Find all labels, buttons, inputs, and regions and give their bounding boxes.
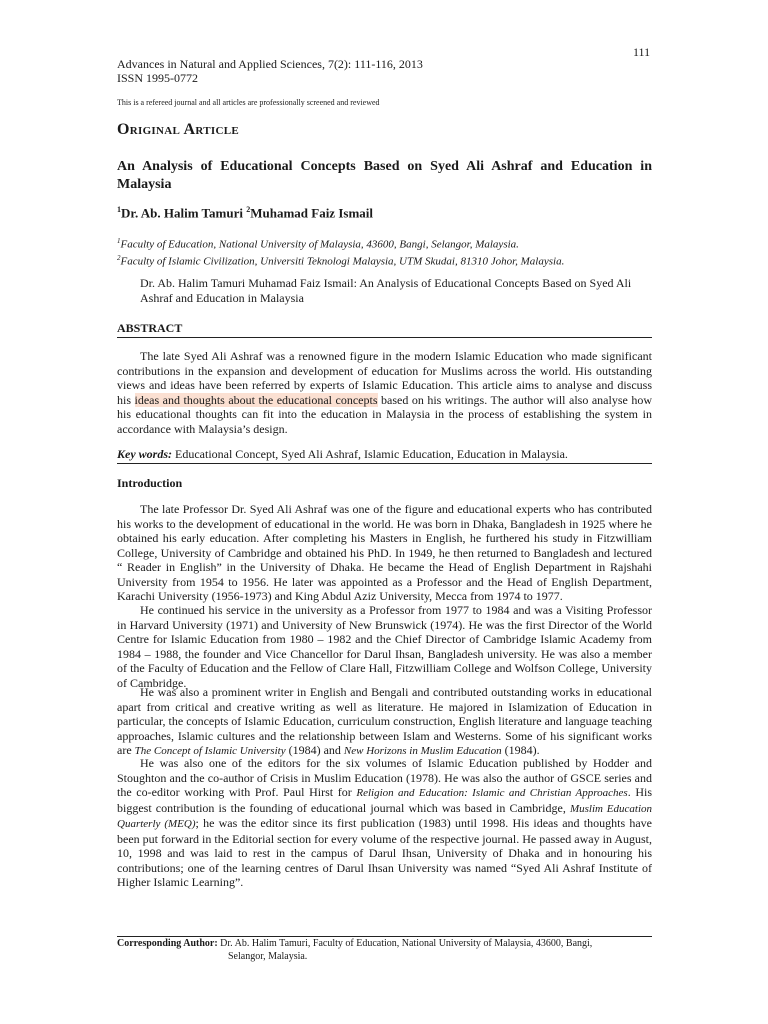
author-1: Dr. Ab. Halim Tamuri <box>121 205 247 221</box>
journal-issn: ISSN 1995-0772 <box>117 71 199 85</box>
book-title-1: The Concept of Islamic University <box>134 745 286 757</box>
author-2: Muhamad Faiz Ismail <box>250 205 374 221</box>
author-line <box>117 205 373 221</box>
book-title-2: New Horizons in Muslim Education <box>343 745 502 757</box>
journal-header <box>117 57 423 85</box>
abstract-top-rule <box>117 337 652 338</box>
citation-line: Dr. Ab. Halim Tamuri Muhamad Faiz Ismail: An Analysis of Educational Concepts Based on Syed Ali Ashraf and Education in Malaysia <box>140 276 632 305</box>
keywords-text: Educational Concept, Syed Ali Ashraf, Islamic Education, Education in Malaysia. <box>172 447 568 461</box>
abstract-heading: ABSTRACT <box>117 321 183 335</box>
affiliation-1-superscript: 1 <box>117 237 121 245</box>
book-title-3: Religion and Education: Islamic and Christian Approaches <box>356 787 628 799</box>
affiliation-2: $^2$Faculty of Islamic Civilization, Universiti Teknologi Malaysia, UTM Skudai, 81310 Johor, Malaysia. <box>117 253 565 268</box>
highlighted-text[interactable]: ideas and thoughts about the educational concepts <box>134 392 378 407</box>
intro-paragraph-1: The late Professor Dr. Syed Ali Ashraf was one of the figure and educational experts who has contributed his works to the development of educational in the world. He was born in Dhaka, Bangladesh in 1925 where he obtained his early education. After completing his Masters in English, he furthered his study in Fitzwilliam College, University of Cambridge and obtained his PhD. In 1949, he then returned to Bangladesh and lectured “ Reader in English” in the University of Dhaka. He became the Head of English Department in Rajshahi University from 1954 to 1956. He later was appointed as a Professor and the Head of English Department, Karachi University (1956-1973) and King Abdul Aziz University, Mecca from 1974 to 1977. <box>117 502 652 603</box>
corresponding-author-label: Corresponding Author: <box>117 938 218 949</box>
journal-title-meq: Muslim Education Quarterly (MEQ) <box>117 802 653 830</box>
affiliation-2-superscript: 2 <box>117 253 121 262</box>
keywords-bottom-rule <box>117 463 652 464</box>
affiliation-1: $^1$Faculty of Education, National University of Malaysia, 43600, Bangi, Selangor, Malaysia. <box>117 237 519 251</box>
author-1-superscript: 1 <box>117 205 121 214</box>
intro-paragraph-3: He was also a prominent writer in English and Bengali and contributed outstanding works in educational apart from critical and creative writing as well as literature. He majored in Islamization of Education in particular, the concepts of Islamic Education, curriculum construction, English literature and language teaching approaches, Islamic cultures and the relationship between Islam and Westerns. Some of his significant works are The Concept of Islamic University (1984) and New Horizons in Muslim Education (1984). <box>117 685 652 757</box>
author-2-superscript: 2 <box>246 205 251 214</box>
keywords-label: Key words: <box>117 447 172 461</box>
journal-citation: Advances in Natural and Applied Sciences, 7(2): 111-116, 2013 <box>117 57 423 71</box>
article-title: An Analysis of Educational Concepts Based on Syed Ali Ashraf and Education in Malaysia <box>117 159 652 192</box>
affiliations <box>117 235 564 268</box>
intro-paragraph-2: He continued his service in the university as a Professor from 1977 to 1984 and was a Visiting Professor in Harvard University (1971) and University of New Brunswick (1974). He was the first Director of the World Centre for Islamic Education from 1980 – 1982 and the Chief Director of Cambridge Islamic Academy from 1984 – 1988, the founder and Vice Chancellor for Darul Ihsan, Bangladesh university. He was also a member of the Faculty of Education and the Fellow of Clare Hall, Fitzwilliam College and Wolfson College, University of Cambridge. <box>117 603 652 690</box>
intro-paragraph-4: He was also one of the editors for the six volumes of Islamic Education published by Hodder and Stoughton and the co-author of Crisis in Muslim Education (1978). He was also the author of GSCE series and the co-editor working with Prof. Paul Hirst for Religion and Education: Islamic and Christian Approaches. His biggest contribution is the founding of educational journal which was based in Cambridge, Muslim Education Quarterly (MEQ); he was the editor since its first publication (1983) until 1998. His ideas and thoughts have been put forward in the Editorial section for every volume of the respective journal. He passed away in August, 10, 1998 and was laid to rest in the campus of Darul Ihsan, University of Dhaka and in honouring his contributions; one of the learning centres of Darul Ihsan University was named “Syed Ali Ashraf Institute of Higher Islamic Learning”. <box>117 756 653 889</box>
article-type: Original Article <box>117 121 239 138</box>
refereed-note: This is a refereed journal and all articles are professionally screened and reviewed <box>117 98 380 107</box>
page-number: 111 <box>633 45 651 59</box>
abstract-body: The late Syed Ali Ashraf was a renowned figure in the modern Islamic Education who made significant contributions in the expansion and development of education for Muslims across the world. His outstanding views and ideas have been referred by experts of Islamic Education. This article aims to analyse and discuss his ideas and thoughts about the educational concepts based on his writings. The author will also analyse how his educational thoughts can fit into the education in Malaysia in the process of establishing the system in accordance with Malaysia’s design. <box>117 349 652 436</box>
corresponding-author: Corresponding Author: Dr. Ab. Halim Tamuri, Faculty of Education, National University of Malaysia, 43600, Bangi, Selangor, Malaysia. <box>117 938 593 962</box>
keywords <box>117 447 652 462</box>
introduction-heading: Introduction <box>117 476 183 490</box>
